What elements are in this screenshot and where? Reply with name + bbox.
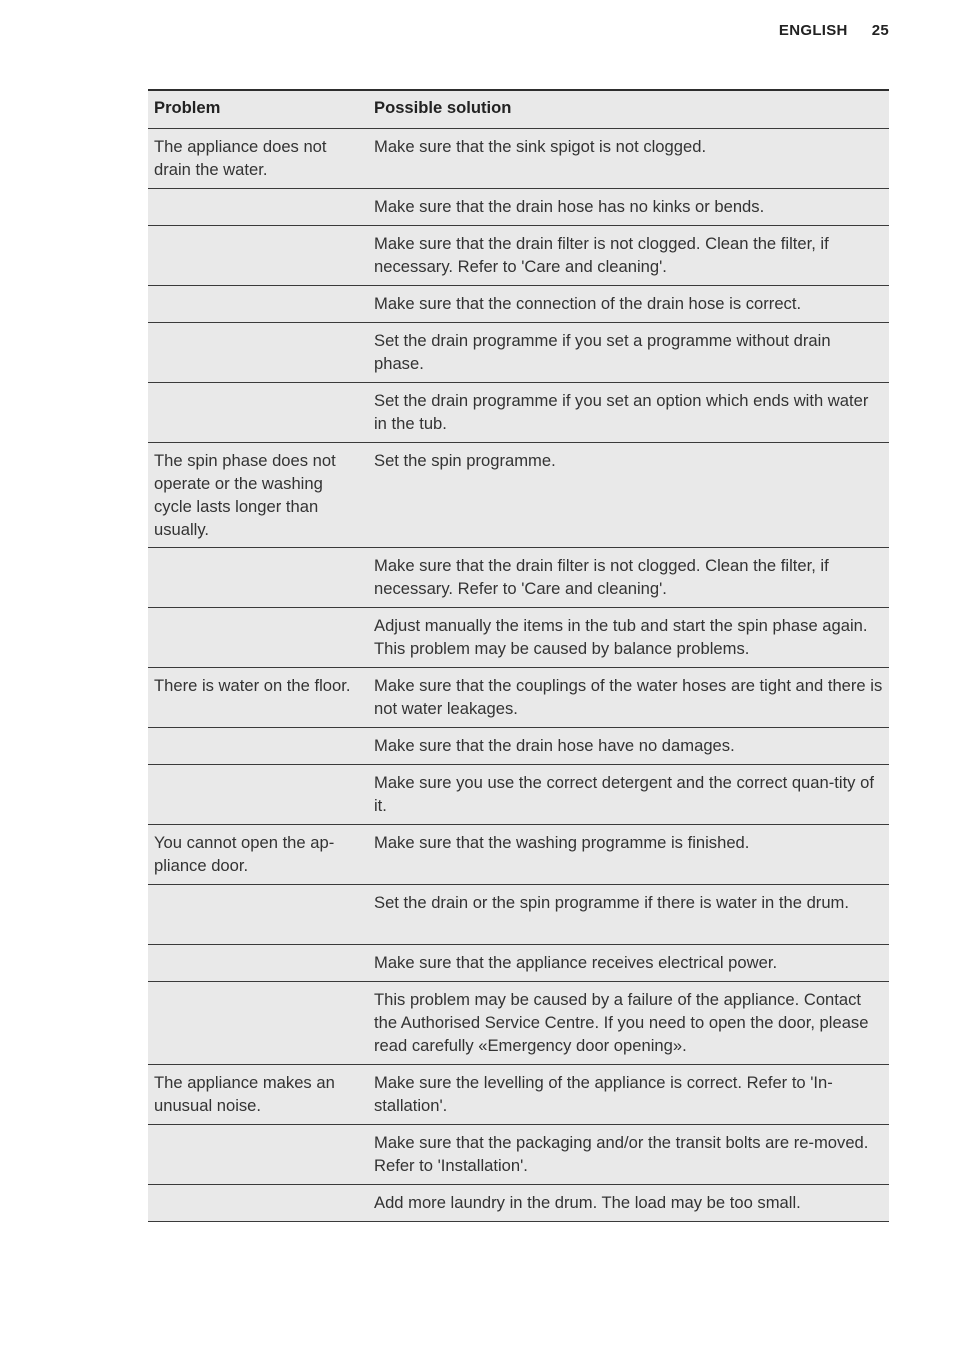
solution-cell: Adjust manually the items in the tub and start the spin phase again. This problem may be caused by balance problems.: [374, 616, 868, 658]
problem-cell: [148, 765, 367, 824]
troubleshooting-table: [148, 89, 889, 1222]
table-header-row: [148, 91, 889, 129]
solution-cell: Set the spin programme.: [374, 451, 556, 470]
solution-cell: Set the drain or the spin programme if there is water in the drum.: [374, 893, 849, 912]
language-label: ENGLISH: [778, 22, 848, 39]
table-row: [148, 728, 889, 765]
problem-cell: The spin phase does not operate or the washing cycle lasts longer than usually.: [154, 451, 336, 539]
solution-cell: Make sure that the drain filter is not clogged. Clean the filter, if necessary. Refer to 'Care and cleaning'.: [374, 234, 829, 276]
solution-cell: Set the drain programme if you set an option which ends with water in the tub.: [374, 391, 869, 433]
table-row: [148, 548, 889, 608]
solution-cell: Make sure the levelling of the appliance is correct. Refer to 'In-stallation'.: [374, 1073, 833, 1115]
table-row: [148, 443, 889, 548]
table-row: [148, 383, 889, 443]
table-row: [148, 982, 889, 1065]
problem-cell: [148, 885, 367, 944]
solution-cell: Make sure that the appliance receives electrical power.: [374, 953, 778, 972]
problem-cell: [148, 548, 367, 607]
table-row: [148, 765, 889, 825]
solution-cell: Make sure that the drain hose have no damages.: [374, 736, 735, 755]
problem-cell: [148, 323, 367, 382]
solution-cell: Make sure that the connection of the drain hose is correct.: [374, 294, 802, 313]
problem-cell: [148, 728, 367, 764]
page-number: 25: [871, 22, 889, 39]
solution-cell: Make sure that the couplings of the water hoses are tight and there is not water leakages.: [374, 676, 883, 718]
table-body: [148, 129, 889, 1222]
table-row: [148, 323, 889, 383]
problem-cell: You cannot open the ap-pliance door.: [154, 833, 335, 875]
table-row: [148, 226, 889, 286]
problem-cell: [148, 982, 367, 1064]
solution-cell: Make sure that the drain hose has no kinks or bends.: [374, 197, 765, 216]
problem-cell: [148, 1125, 367, 1184]
page-header: [779, 22, 889, 39]
column-header-solution: Possible solution: [374, 98, 512, 117]
problem-cell: [148, 608, 367, 667]
table-row: [148, 945, 889, 982]
solution-cell: Make sure that the washing programme is finished.: [374, 833, 750, 852]
table-row: [148, 608, 889, 668]
solution-cell: Add more laundry in the drum. The load may be too small.: [374, 1193, 801, 1212]
problem-cell: The appliance does not drain the water.: [154, 137, 327, 179]
table-row: [148, 1125, 889, 1185]
column-header-problem: Problem: [154, 98, 221, 117]
table-row: [148, 668, 889, 728]
solution-cell: Set the drain programme if you set a programme without drain phase.: [374, 331, 831, 373]
problem-cell: [148, 189, 367, 225]
solution-cell: Make sure that the drain filter is not clogged. Clean the filter, if necessary. Refer to 'Care and cleaning'.: [374, 556, 829, 598]
problem-cell: [148, 945, 367, 981]
problem-cell: [148, 286, 367, 322]
problem-cell: [148, 226, 367, 285]
table-row: [148, 825, 889, 885]
problem-cell: [148, 1185, 367, 1221]
table-row: [148, 1065, 889, 1125]
problem-cell: The appliance makes an unusual noise.: [154, 1073, 335, 1115]
table-row: [148, 885, 889, 945]
problem-cell: [148, 383, 367, 442]
solution-cell: Make sure that the sink spigot is not clogged.: [374, 137, 707, 156]
solution-cell: Make sure that the packaging and/or the transit bolts are re-moved. Refer to 'Installation'.: [374, 1133, 869, 1175]
table-row: [148, 189, 889, 226]
problem-cell: There is water on the floor.: [154, 676, 351, 695]
table-row: [148, 286, 889, 323]
table-row: [148, 129, 889, 189]
solution-cell: Make sure you use the correct detergent and the correct quan-tity of it.: [374, 773, 874, 815]
solution-cell: This problem may be caused by a failure of the appliance. Contact the Authorised Service Centre. If you need to open the door, please read carefully «Emergency door opening».: [374, 990, 869, 1055]
table-row: [148, 1185, 889, 1222]
